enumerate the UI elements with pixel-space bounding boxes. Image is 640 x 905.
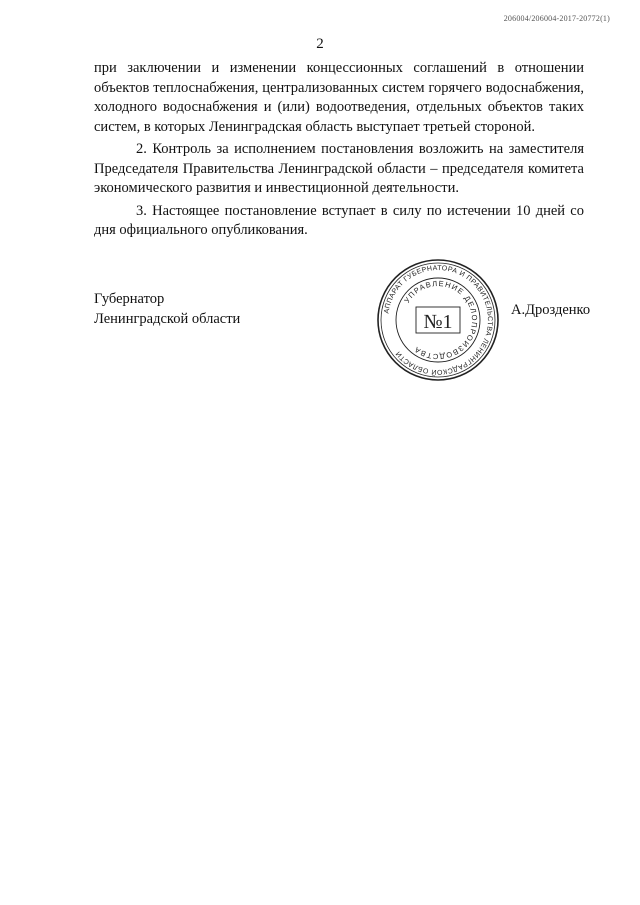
signatory-name: А.Дрозденко <box>511 302 591 318</box>
paragraph-1-continued: при заключении и изменении концессионных соглашений в отношении объектов теплоснабжения, централизованных систем горячего водоснабжения, холодного водоснабжения и (или) водоотведения, отдельных объектов таких систем, в которых Ленинградская область выступает третьей стороной. <box>94 60 584 135</box>
seal-outer-text: АППАРАТ ГУБЕРНАТОРА И ПРАВИТЕЛЬСТВА ЛЕНИНГРАДСКОЙ ОБЛАСТИ <box>383 264 494 376</box>
paragraph-3: 3. Настоящее постановление вступает в силу по истечении 10 дней со дня официального опубликования. <box>94 202 584 238</box>
document-body <box>94 59 584 244</box>
seal-number: №1 <box>423 311 453 333</box>
official-seal-stamp <box>376 258 500 382</box>
paragraph-2: 2. Контроль за исполнением постановления возложить на заместителя Председателя Правительства Ленинградской области – председателя комитета экономического развития и инвестиционной деятельности. <box>94 141 584 196</box>
seal-inner-text: УПРАВЛЕНИЕ ДЕЛОПРОИЗВОДСТВА <box>402 278 480 362</box>
signatory-title-line-2: Ленинградской области <box>94 311 241 327</box>
page-number: 2 <box>316 36 324 52</box>
signatory-title-line-1: Губернатор <box>94 291 165 307</box>
signatory-title <box>94 289 240 329</box>
document-code: 206004/206004-2017-20772(1) <box>503 14 610 23</box>
